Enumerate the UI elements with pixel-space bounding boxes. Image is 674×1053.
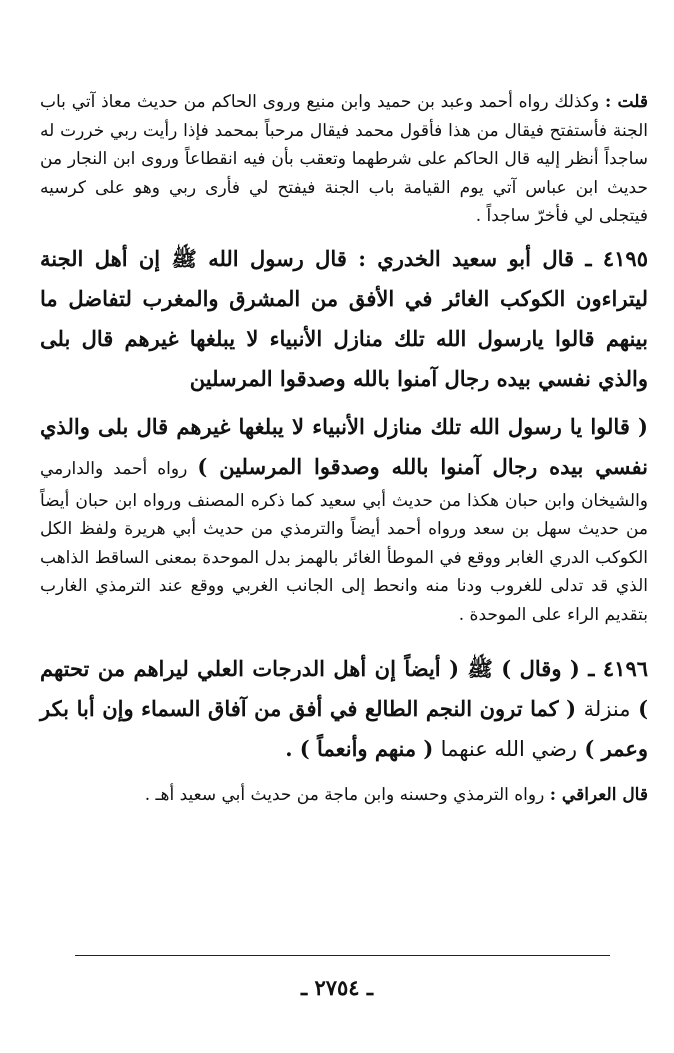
hadith-4196-paragraph <box>40 649 648 769</box>
sharh-4195-text: رواه أحمد والدارمي والشيخان وابن حبان هكذا من حديث أبي سعيد كما ذكره المصنف ورواه ابن حبان أيضاً من حديث سهل بن سعد ورواه أحمد أيضاً والترمذي من حديث أبي هريرة ولفظ الكل الكوكب الدري الغابر ووقع في الموطأ الغائر بالهمز بدل الموحدة بمعنى الساقط الذاهب الذي قد تدلى للغروب ودنا منه وانحط إلى الجانب الغربي ووقع عند الترمذي الغارب بتقديم الراء على الموحدة . <box>40 458 648 625</box>
hadith-4196-mid1: منزلة <box>583 697 631 721</box>
hadith-4196-part1: ( وقال ) ﷺ ( أيضاً إن أهل الدرجات العلي ليراهم من تحتهم ) <box>40 656 648 721</box>
qult-label: قلت : <box>604 92 648 112</box>
hadith-4196-part3: ( منهم وأنعماً ) . <box>285 736 434 761</box>
hadith-4195-number: ٤١٩٥ ـ <box>585 245 648 271</box>
commentary-qult-paragraph <box>40 88 648 231</box>
sharh-4195-quoted: ( قالوا يا رسول الله تلك منازل الأنبياء لا يبلغها غيرهم قال بلى والذي نفسي بيده رجال آمنوا بالله وصدقوا المرسلين ) <box>40 413 648 479</box>
page-text-block <box>40 88 648 810</box>
hadith-4196-part2: ( كما ترون النجم الطالع في أفق من آفاق السماء وإن أبا بكر وعمر ) <box>40 696 648 761</box>
hadith-4196-number: ٤١٩٦ ـ <box>588 656 649 681</box>
hadith-4196-mid2: رضي الله عنهما <box>440 737 578 761</box>
sharh-4195-paragraph <box>40 407 648 630</box>
hadith-4195-text: قال أبو سعيد الخدري : قال رسول الله ﷺ إن أهل الجنة ليتراءون الكوكب الغائر في الأفق من المشرق والمغرب لتفاضل ما بينهم قالوا يارسول الله تلك منازل الأنبياء لا يبلغها غيرهم قال بلى والذي نفسي بيده رجال آمنوا بالله وصدقوا المرسلين <box>40 245 648 391</box>
iraqi-label: قال العراقي : <box>549 785 648 805</box>
footer-divider <box>75 955 610 956</box>
page-number: ـ ٢٧٥٤ ـ <box>300 975 374 1000</box>
iraqi-text: رواه الترمذي وحسنه وابن ماجة من حديث أبي سعيد أهـ . <box>144 785 545 805</box>
qult-text: وكذلك رواه أحمد وعبد بن حميد وابن منيع وروى الحاكم من حديث معاذ آتي باب الجنة فأستفتح فيقال من هذا فأقول محمد فيقال مرحباً بمحمد فإذا رأيت ربي خررت له ساجداً أنظر إليه قال الحاكم على شرطهما وتعقب بأن فيه انقطاعاً وروى ابن النجار من حديث ابن عباس آتي يوم القيامة باب الجنة فيفتح لي فأرى ربي وهو على كرسيه فيتجلى لي فأخرّ ساجداً . <box>40 92 648 226</box>
hadith-4195-paragraph <box>40 239 648 399</box>
iraqi-note-paragraph <box>40 781 648 810</box>
